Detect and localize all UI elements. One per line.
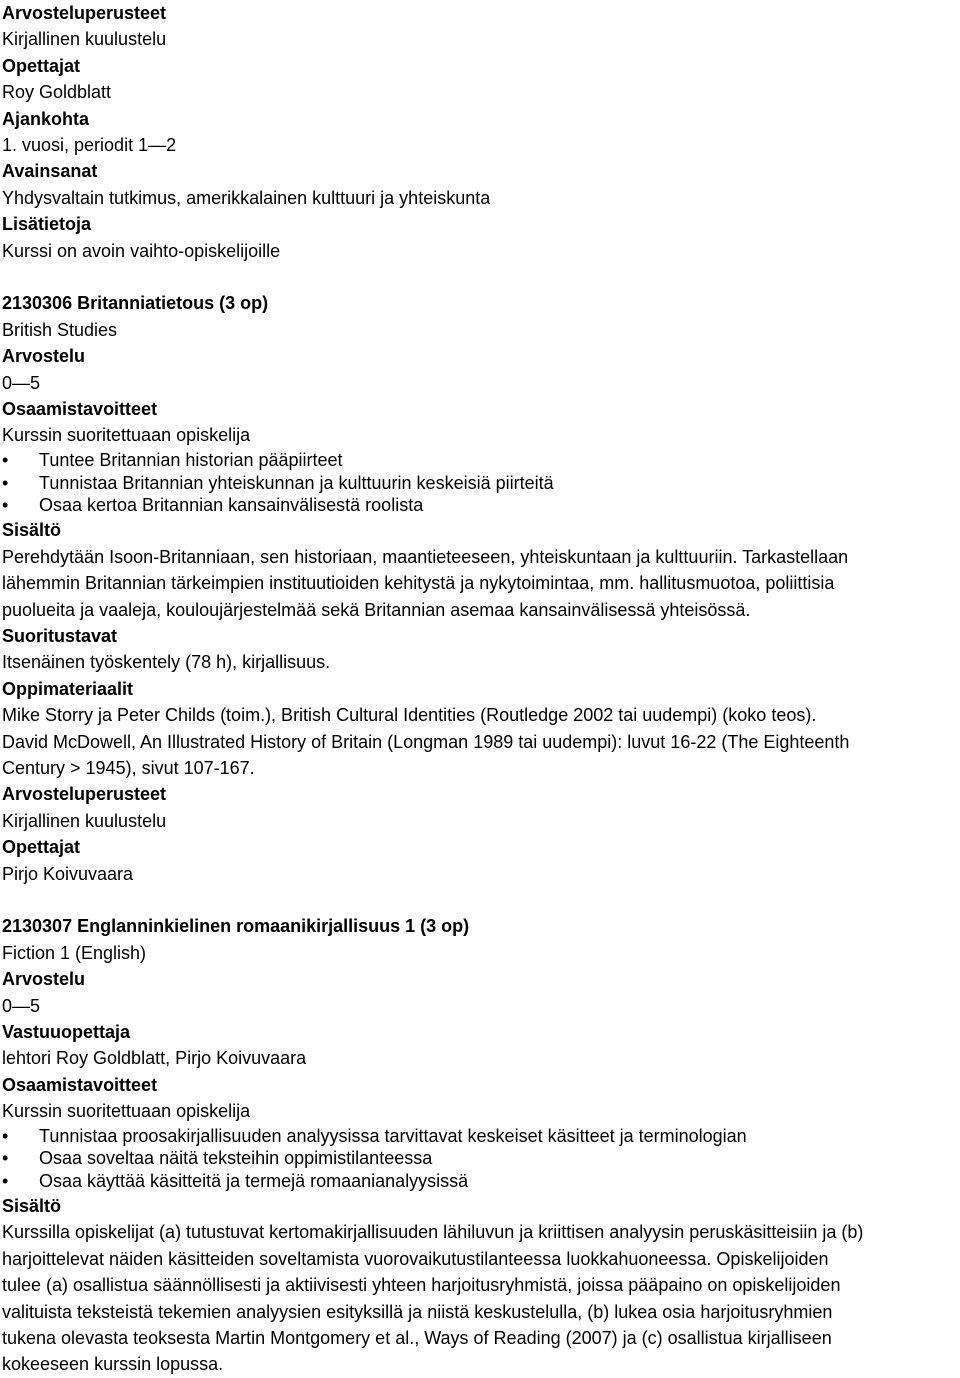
- arvosteluperusteet-label: Arvosteluperusteet: [2, 784, 167, 805]
- osaamistavoitteet-label: Osaamistavoitteet: [2, 399, 158, 420]
- arvosteluperusteet-label: Arvosteluperusteet: [2, 3, 167, 23]
- ajankohta-value: 1. vuosi, periodit 1—2: [2, 135, 177, 156]
- document-page: [2, 0, 958, 1378]
- paragraph-line: kokeeseen kurssin lopussa.: [2, 1354, 224, 1375]
- list-item: [2, 1170, 958, 1193]
- paragraph-line: Century > 1945), sivut 107-167.: [2, 757, 255, 778]
- course-title: 2130307 Englanninkielinen romaanikirjallisuus 1 (3 op): [2, 916, 470, 937]
- osaamistavoitteet-intro: Kurssin suoritettuaan opiskelija: [2, 425, 251, 446]
- opettajat-label: Opettajat: [2, 837, 81, 858]
- section-gap: [2, 887, 958, 913]
- osaamistavoitteet-label: Osaamistavoitteet: [2, 1074, 158, 1095]
- bullet-icon: •: [2, 1171, 9, 1192]
- goals-list: [2, 1125, 958, 1193]
- course-title: 2130306 Britanniatietous (3 op): [2, 293, 269, 314]
- list-item: [2, 449, 958, 472]
- paragraph-line: Kurssilla opiskelijat (a) tutustuvat kertomakirjallisuuden lähiluvun ja kriittisen analyysin peruskäsitteisiin ja (b): [2, 1222, 864, 1243]
- paragraph-line: Mike Storry ja Peter Childs (toim.), British Cultural Identities (Routledge 2002 tai uudempi) (koko teos).: [2, 705, 817, 726]
- bullet-icon: •: [2, 1148, 9, 1169]
- goal-text: Tuntee Britannian historian pääpiirteet: [39, 449, 343, 470]
- list-item: [2, 494, 958, 517]
- lisatietoja-label: Lisätietoja: [2, 214, 92, 235]
- course-subtitle: British Studies: [2, 319, 118, 340]
- goal-text: Tunnistaa Britannian yhteiskunnan ja kulttuurin keskeisiä piirteitä: [39, 472, 554, 493]
- oppimateriaalit-paragraph: [2, 702, 958, 781]
- arvostelu-value: 0—5: [2, 372, 41, 393]
- vastuuopettaja-value: lehtori Roy Goldblatt, Pirjo Koivuvaara: [2, 1048, 307, 1069]
- course-subtitle: Fiction 1 (English): [2, 942, 147, 963]
- paragraph-line: tulee (a) osallistua säännöllisesti ja aktiivisesti yhteen harjoitusryhmistä, joissa pääpaino on opiskelijoiden: [2, 1275, 841, 1296]
- list-item: [2, 472, 958, 495]
- arvostelu-label: Arvostelu: [2, 346, 86, 367]
- goal-text: Osaa käyttää käsitteitä ja termejä romaanianalyysissä: [39, 1171, 469, 1192]
- paragraph-line: puolueita ja vaaleja, kouloujärjestelmää sekä Britannian asemaa kansainvälisessä yhteisössä.: [2, 599, 751, 620]
- paragraph-line: harjoittelevat näiden käsitteiden soveltamista vuorovaikutustilanteessa luokkahuoneessa. Opiskelijoiden: [2, 1248, 829, 1269]
- bullet-icon: •: [2, 495, 9, 516]
- list-item: [2, 1147, 958, 1170]
- goal-text: Osaa soveltaa näitä teksteihin oppimistilanteessa: [39, 1148, 433, 1169]
- bullet-icon: •: [2, 472, 9, 493]
- opettajat-value: Pirjo Koivuvaara: [2, 863, 134, 884]
- sisalto-label: Sisältö: [2, 520, 62, 541]
- arvostelu-value: 0—5: [2, 995, 41, 1016]
- vastuuopettaja-label: Vastuuopettaja: [2, 1021, 131, 1042]
- list-item: [2, 1125, 958, 1148]
- arvosteluperusteet-value: Kirjallinen kuulustelu: [2, 810, 167, 831]
- goal-text: Osaa kertoa Britannian kansainvälisestä roolista: [39, 495, 424, 516]
- goal-text: Tunnistaa proosakirjallisuuden analyysissa tarvittavat keskeiset käsitteet ja terminologian: [39, 1125, 747, 1146]
- suoritustavat-label: Suoritustavat: [2, 625, 118, 646]
- paragraph-line: lähemmin Britannian tärkeimpien instituutioiden kehitystä ja nykytoimintaa, mm. hallitusmuotoa, poliittisia: [2, 573, 835, 594]
- osaamistavoitteet-intro: Kurssin suoritettuaan opiskelija: [2, 1101, 251, 1122]
- paragraph-line: tukena olevasta teoksesta Martin Montgomery et al., Ways of Reading (2007) ja (c) osallistua kirjalliseen: [2, 1328, 832, 1349]
- sisalto-paragraph: [2, 544, 958, 623]
- bullet-icon: •: [2, 449, 9, 470]
- sisalto-paragraph: [2, 1219, 958, 1377]
- paragraph-line: David McDowell, An Illustrated History of Britain (Longman 1989 tai uudempi): luvut 16-22 (The Eighteenth: [2, 731, 850, 752]
- suoritustavat-value: Itsenäinen työskentely (78 h), kirjallisuus.: [2, 652, 331, 673]
- ajankohta-label: Ajankohta: [2, 108, 90, 129]
- avainsanat-value: Yhdysvaltain tutkimus, amerikkalainen kulttuuri ja yhteiskunta: [2, 187, 491, 208]
- arvosteluperusteet-value: Kirjallinen kuulustelu: [2, 29, 167, 50]
- sisalto-label: Sisältö: [2, 1196, 62, 1216]
- goals-list: [2, 449, 958, 517]
- bullet-icon: •: [2, 1125, 9, 1146]
- paragraph-line: valituista teksteistä tekemien analyysien esityksillä ja niistä keskustelulla, (b) lukea osia harjoitusryhmien: [2, 1301, 833, 1322]
- opettajat-label: Opettajat: [2, 55, 81, 76]
- paragraph-line: Perehdytään Isoon-Britanniaan, sen historiaan, maantieteeseen, yhteiskuntaan ja kulttuuriin. Tarkastellaan: [2, 546, 849, 567]
- oppimateriaalit-label: Oppimateriaalit: [2, 678, 134, 699]
- avainsanat-label: Avainsanat: [2, 161, 98, 182]
- lisatietoja-value: Kurssi on avoin vaihto-opiskelijoille: [2, 240, 281, 261]
- opettajat-value: Roy Goldblatt: [2, 82, 112, 103]
- section-gap: [2, 264, 958, 290]
- arvostelu-label: Arvostelu: [2, 969, 86, 990]
